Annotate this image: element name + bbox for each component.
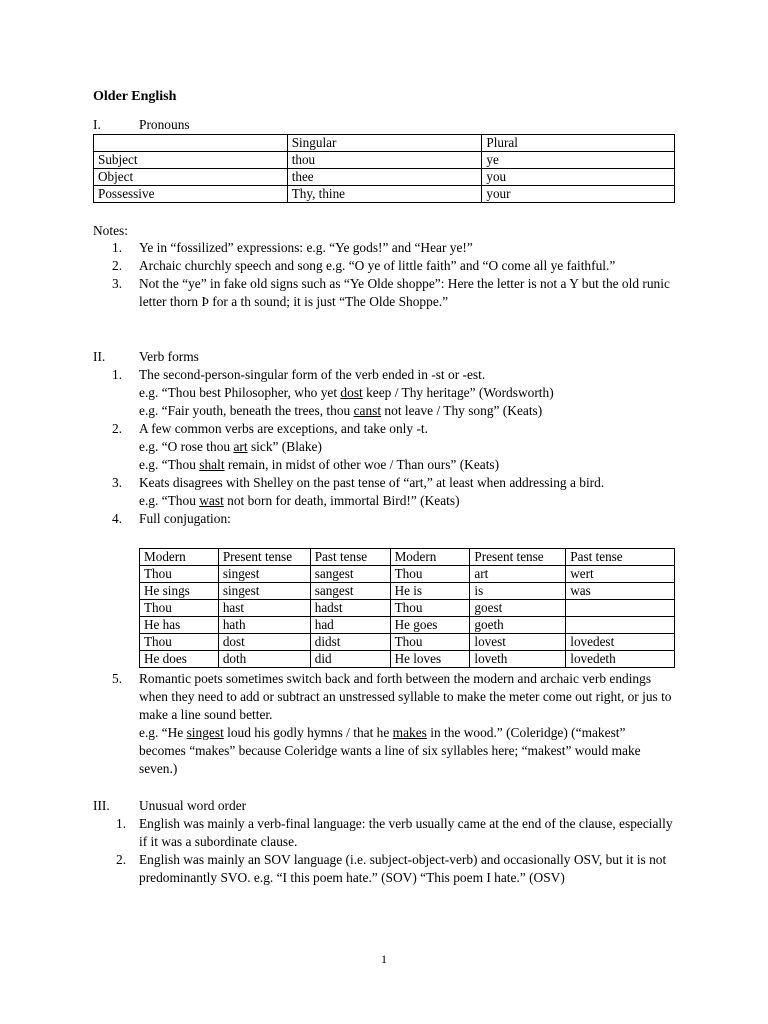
section-heading-verb-forms xyxy=(93,348,199,366)
underlined-word: shalt xyxy=(199,457,225,472)
table-cell: Thou xyxy=(390,600,470,617)
list-text: A few common verbs are exceptions, and take only -t. xyxy=(139,421,428,436)
list-text: Ye in “fossilized” expressions: e.g. “Ye gods!” and “Hear ye!” xyxy=(139,240,473,255)
table-cell: thou xyxy=(287,152,482,169)
list-text: English was mainly an SOV language (i.e. subject-object-verb) and occasionally OSV, but it is not predominantly SVO. e.g. “I this poem hate.” (SOV) “This poem I hate.” (OSV) xyxy=(139,852,667,885)
list-number: 3. xyxy=(112,276,123,291)
section-heading-pronouns xyxy=(93,116,190,134)
section-heading-word-order xyxy=(93,797,246,815)
page-number: 1 xyxy=(381,952,387,966)
underlined-word: canst xyxy=(353,403,382,418)
table-row xyxy=(140,651,675,668)
word-order-list xyxy=(116,815,676,887)
table-cell: He has xyxy=(140,617,219,634)
table-cell: He loves xyxy=(390,651,470,668)
table-row xyxy=(140,566,675,583)
table-cell: ye xyxy=(482,152,675,169)
table-cell: lovedeth xyxy=(566,651,675,668)
list-number: 2. xyxy=(116,852,127,867)
table-cell: thee xyxy=(287,169,482,186)
conjugation-table xyxy=(139,548,675,668)
underlined-word: dost xyxy=(340,385,363,400)
list-number: 5. xyxy=(112,671,123,686)
table-header-row xyxy=(140,549,675,566)
table-cell: Thy, thine xyxy=(287,186,482,203)
table-row xyxy=(140,617,675,634)
table-cell: loveth xyxy=(470,651,566,668)
table-cell: He sings xyxy=(140,583,219,600)
list-number: 1. xyxy=(112,240,123,255)
table-cell: goeth xyxy=(470,617,566,634)
list-number: 4. xyxy=(112,511,123,526)
table-cell: sangest xyxy=(310,583,390,600)
list-number: 1. xyxy=(112,367,123,382)
table-cell: sangest xyxy=(310,566,390,583)
table-cell: He is xyxy=(390,583,470,600)
list-item xyxy=(112,257,672,275)
list-text: The second-person-singular form of the verb ended in -st or -est. xyxy=(139,367,486,382)
list-item xyxy=(112,420,672,474)
notes-label: Notes: xyxy=(93,223,128,238)
list-number: 3. xyxy=(112,475,123,490)
section-number: I. xyxy=(93,117,101,132)
table-cell: did xyxy=(310,651,390,668)
list-item xyxy=(112,239,672,257)
table-cell: had xyxy=(310,617,390,634)
table-cell xyxy=(566,617,675,634)
section-label: Pronouns xyxy=(139,117,190,132)
table-cell: doth xyxy=(218,651,310,668)
table-cell xyxy=(566,600,675,617)
table-row xyxy=(94,152,675,169)
table-cell: Possessive xyxy=(94,186,288,203)
table-cell: Thou xyxy=(390,634,470,651)
list-item xyxy=(112,474,672,510)
table-row xyxy=(140,600,675,617)
table-cell: Subject xyxy=(94,152,288,169)
table-cell: art xyxy=(470,566,566,583)
table-header-cell: Present tense xyxy=(470,549,566,566)
example-line: e.g. “Thou best Philosopher, who yet dost keep / Thy heritage” (Wordsworth) xyxy=(139,385,554,400)
table-cell: hath xyxy=(218,617,310,634)
table-cell: Object xyxy=(94,169,288,186)
list-item xyxy=(112,366,672,420)
table-cell: your xyxy=(482,186,675,203)
list-number: 1. xyxy=(116,816,127,831)
list-text: Romantic poets sometimes switch back and forth between the modern and archaic verb endings when they need to add or subtract an unstressed syllable to make the meter come out right, or jus to make a line sound better. xyxy=(139,671,672,722)
section-label: Verb forms xyxy=(139,349,199,364)
table-cell: didst xyxy=(310,634,390,651)
table-header-cell: Singular xyxy=(287,135,482,152)
table-header-cell: Plural xyxy=(482,135,675,152)
example-line: e.g. “Thou shalt remain, in midst of other woe / Than ours” (Keats) xyxy=(139,457,500,472)
table-header-cell: Modern xyxy=(390,549,470,566)
example-line: e.g. “Fair youth, beneath the trees, thou canst not leave / Thy song” (Keats) xyxy=(139,403,543,418)
example-line: e.g. “He singest loud his godly hymns / that he makes in the wood.” (Coleridge) (“makest” becomes “makes” because Coleridge wants a line of six syllables here; “makest” would make seven.) xyxy=(139,725,641,776)
list-item xyxy=(112,275,672,311)
list-item xyxy=(112,510,672,528)
table-cell: hast xyxy=(218,600,310,617)
list-text: Not the “ye” in fake old signs such as “Ye Olde shoppe”: Here the letter is not a Y but the old runic letter thorn Þ for a th sound; it is just “The Olde Shoppe.” xyxy=(139,276,670,309)
section-number: III. xyxy=(93,798,110,813)
table-cell: Thou xyxy=(140,634,219,651)
list-text: Archaic churchly speech and song e.g. “O ye of little faith” and “O come all ye faithful.” xyxy=(139,258,616,273)
table-cell: wert xyxy=(566,566,675,583)
underlined-word: makes xyxy=(392,725,427,740)
table-header-cell: Modern xyxy=(140,549,219,566)
table-cell: was xyxy=(566,583,675,600)
underlined-word: singest xyxy=(186,725,224,740)
table-header-cell: Present tense xyxy=(218,549,310,566)
section-label: Unusual word order xyxy=(139,798,247,813)
list-item xyxy=(112,670,672,778)
list-number: 2. xyxy=(112,258,123,273)
underlined-word: art xyxy=(233,439,248,454)
table-row xyxy=(94,169,675,186)
section-number: II. xyxy=(93,349,106,364)
list-text: Keats disagrees with Shelley on the past tense of “art,” at least when addressing a bird. xyxy=(139,475,605,490)
verb-forms-list-a xyxy=(112,366,672,528)
table-header-cell: Past tense xyxy=(310,549,390,566)
table-cell: Thou xyxy=(140,600,219,617)
table-cell: hadst xyxy=(310,600,390,617)
table-row xyxy=(94,186,675,203)
table-cell: lovedest xyxy=(566,634,675,651)
list-item xyxy=(116,815,676,851)
example-line: e.g. “O rose thou art sick” (Blake) xyxy=(139,439,322,454)
document-title: Older English xyxy=(93,89,177,104)
verb-forms-list-b xyxy=(112,670,672,778)
table-cell: He does xyxy=(140,651,219,668)
table-header-cell xyxy=(94,135,288,152)
table-row xyxy=(140,634,675,651)
table-cell: is xyxy=(470,583,566,600)
table-cell: singest xyxy=(218,566,310,583)
table-cell: Thou xyxy=(390,566,470,583)
table-cell: you xyxy=(482,169,675,186)
list-number: 2. xyxy=(112,421,123,436)
table-cell: singest xyxy=(218,583,310,600)
table-cell: goest xyxy=(470,600,566,617)
table-cell: dost xyxy=(218,634,310,651)
list-text: Full conjugation: xyxy=(139,511,231,526)
list-text: English was mainly a verb-final language: the verb usually came at the end of the clause, especially if it was a subordinate clause. xyxy=(139,816,673,849)
list-item xyxy=(116,851,676,887)
table-cell: lovest xyxy=(470,634,566,651)
table-header-row xyxy=(94,135,675,152)
example-line: e.g. “Thou wast not born for death, immortal Bird!” (Keats) xyxy=(139,493,460,508)
notes-list xyxy=(112,239,672,311)
pronoun-table xyxy=(93,134,675,203)
table-cell: He goes xyxy=(390,617,470,634)
table-row xyxy=(140,583,675,600)
underlined-word: wast xyxy=(199,493,224,508)
table-header-cell: Past tense xyxy=(566,549,675,566)
table-cell: Thou xyxy=(140,566,219,583)
